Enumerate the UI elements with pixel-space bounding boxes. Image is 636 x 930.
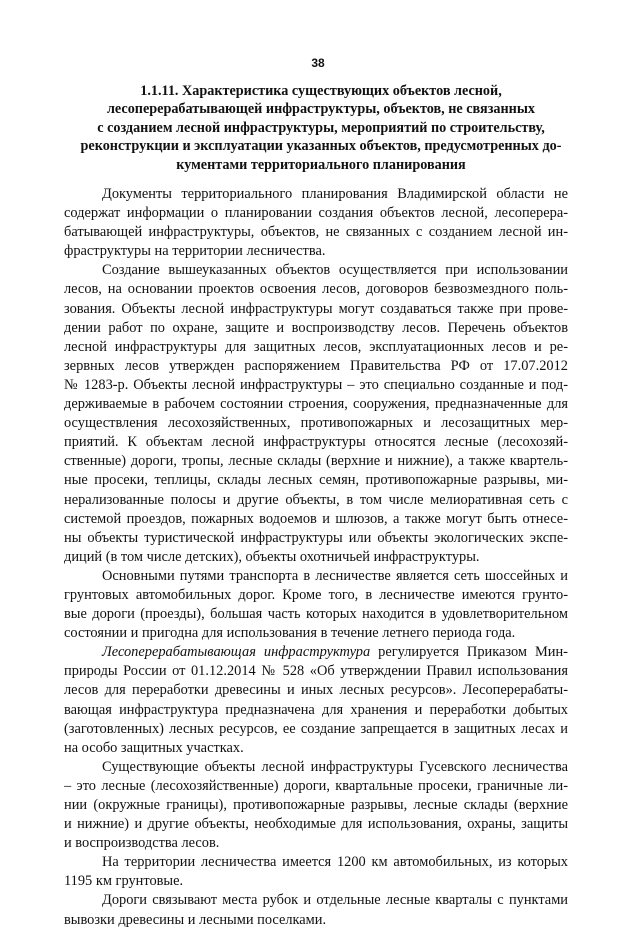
paragraph-processing-infrastructure bbox=[64, 643, 568, 758]
text-line: ственные) дороги, тропы, лесные склады (верхние и нижние), а также квартель- bbox=[64, 453, 568, 470]
heading-line: реконструкции и эксплуатации указанных объектов, предусмотренных до- bbox=[80, 138, 562, 155]
text-line: диций (в том числе детских), объекты охотничьей инфраструктуры. bbox=[64, 548, 480, 565]
heading-line: 1.1.11. Характеристика существующих объектов лесной, bbox=[140, 83, 502, 99]
text-line: 1195 км грунтовые. bbox=[64, 873, 184, 890]
text-line: вые дороги (проезды), большая часть которых находится в удовлетворительном bbox=[64, 606, 568, 623]
text-line: нии (окружные границы), противопожарные разрывы, лесные склады (верхние bbox=[64, 797, 568, 813]
italic-term: Лесоперерабатывающая инфраструктура bbox=[102, 644, 371, 661]
text-line: на особо защитных участках. bbox=[64, 739, 244, 756]
text-line: Документы территориального планирования Владимирской области не bbox=[102, 186, 568, 202]
text-line: грунтовых автомобильных дорог. Кроме того, в лесничестве имеются грунто- bbox=[64, 586, 568, 603]
text-line bbox=[64, 643, 568, 662]
heading-line: лесоперерабатывающей инфраструктуры, объектов, не связанных bbox=[106, 101, 536, 118]
text-line: – это лесные (лесохозяйственные) дороги, квартальные просеки, граничные ли- bbox=[64, 777, 568, 794]
text-line: На территории лесничества имеется 1200 км автомобильных, из которых bbox=[102, 854, 568, 871]
text-line: Дороги связывают места рубок и отдельные лесные кварталы с пунктами bbox=[102, 892, 568, 909]
text-line: держиваемые в рабочем состоянии строения, сооружения, предназначенные для bbox=[64, 396, 568, 413]
page-number: 38 bbox=[311, 56, 325, 70]
paragraph-transport-routes bbox=[64, 567, 568, 643]
text-line: состоянии и пригодна для использования в течение летнего периода года. bbox=[64, 625, 516, 642]
paragraph-road-length bbox=[64, 853, 568, 891]
text-line: и нижние) и другие объекты, необходимые для использования, охраны, защиты bbox=[64, 816, 568, 833]
text-line: приятий. К объектам лесной инфраструктуры относятся лесные (лесохозяй- bbox=[64, 434, 568, 451]
text-line: (заготовленных) лесных ресурсов, ее создание запрещается в защитных лесах и bbox=[64, 720, 568, 737]
text-line: осуществления лесохозяйственных, противопожарных и лесозащитных мер- bbox=[64, 415, 568, 432]
text-line: ные просеки, теплицы, склады лесных семян, противопожарные разрывы, ми- bbox=[64, 472, 568, 489]
paragraph-planning-documents bbox=[64, 185, 568, 261]
text-line: ны объекты туристической инфраструктуры или объекты экологических экспе- bbox=[64, 529, 568, 546]
heading-line: с созданием лесной инфраструктуры, мероприятий по строительству, bbox=[97, 119, 545, 136]
text-line: лесов, на основании проектов освоения лесов, договоров безвозмездного поль- bbox=[64, 281, 568, 298]
text-line: зервных лесов утвержден распоряжением Правительства РФ от 17.07.2012 bbox=[64, 357, 568, 374]
text-line: № 1283-р. Объекты лесной инфраструктуры – это специально созданные и под- bbox=[64, 376, 568, 393]
paragraph-infrastructure-creation bbox=[64, 261, 568, 567]
text-line: вывозки древесины и лесными поселками. bbox=[64, 911, 327, 928]
paragraph-road-connections bbox=[64, 891, 568, 929]
text-line: вающая инфраструктура предназначена для хранения и переработки добытых bbox=[64, 701, 568, 718]
body-text bbox=[64, 185, 568, 930]
text-line: и воспроизводства лесов. bbox=[64, 835, 220, 852]
text-line: батывающей инфраструктуры, объектов, не связанных с созданием лесной ин- bbox=[64, 224, 568, 241]
text-fragment: регулируется Приказом Мин- bbox=[370, 644, 568, 661]
text-line: природы России от 01.12.2014 № 528 «Об утверждении Правил использования bbox=[64, 663, 568, 680]
heading-line: кументами территориального планирования bbox=[176, 156, 466, 173]
text-line: системой проездов, пожарных водоемов и шлюзов, а также могут быть отнесе- bbox=[64, 510, 568, 527]
text-line: дении работ по охране, защите и воспроизводству лесов. Перечень объектов bbox=[64, 319, 568, 336]
text-line: Основными путями транспорта в лесничестве является сеть шоссейных и bbox=[102, 567, 568, 584]
text-line: лесов для переработки древесины и иных лесных ресурсов». Лесоперерабаты- bbox=[64, 682, 568, 699]
text-line: лесной инфраструктуры для защитных лесов, эксплуатационных лесов и ре- bbox=[64, 338, 568, 355]
paragraph-existing-objects bbox=[64, 758, 568, 853]
text-line: фраструктуры на территории лесничества. bbox=[64, 243, 326, 260]
text-line: содержат информации о планировании создания объектов лесной, лесоперера- bbox=[64, 205, 568, 222]
text-line: Существующие объекты лесной инфраструктуры Гусевского лесничества bbox=[102, 758, 568, 775]
section-heading bbox=[80, 82, 562, 174]
text-line: Создание вышеуказанных объектов осуществляется при использовании bbox=[102, 262, 568, 279]
text-line: зования. Объекты лесной инфраструктуры могут создаваться также при прове- bbox=[64, 300, 568, 317]
text-line: нерализованные полосы и другие объекты, в том числе мелиоративная сеть с bbox=[64, 491, 568, 508]
